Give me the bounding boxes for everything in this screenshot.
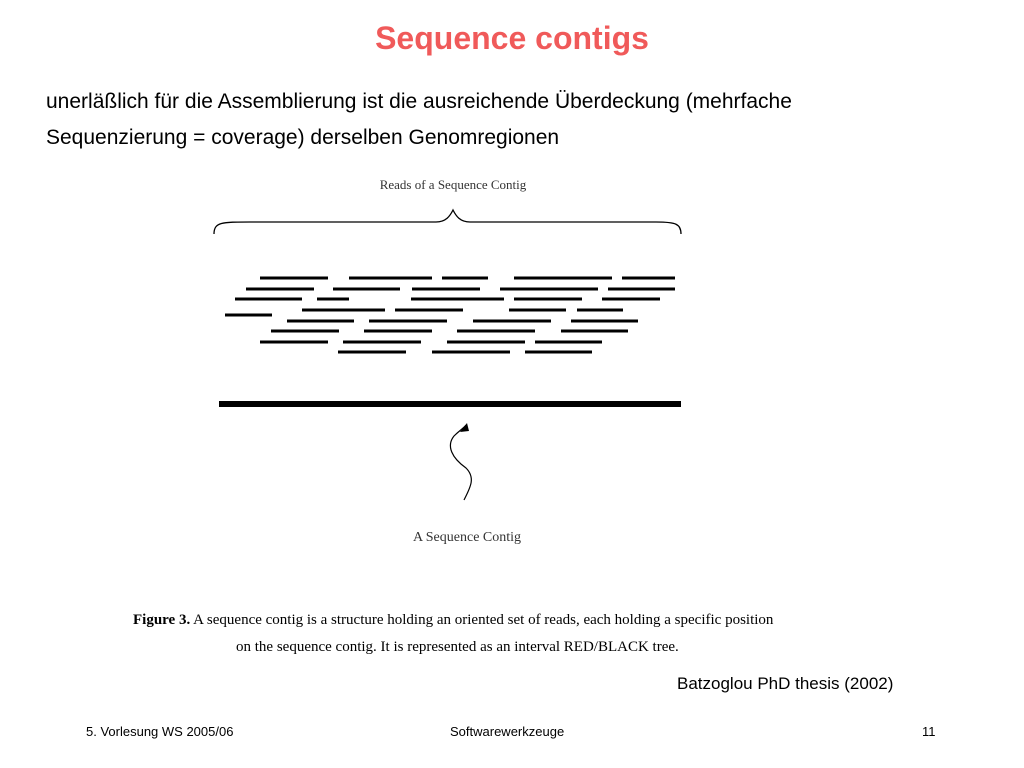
intro-line-1: unerläßlich für die Assemblierung ist die ausreichende Überdeckung (mehrfache: [46, 90, 792, 113]
footer-left: 5. Vorlesung WS 2005/06: [86, 724, 234, 739]
footer-center: Softwarewerkzeuge: [450, 724, 565, 739]
wavy-arrow: [450, 425, 471, 500]
figure-caption-line-1: [133, 612, 773, 629]
arrow-head-icon: [460, 423, 469, 432]
intro-line-2: Sequenzierung = coverage) derselben Genomregionen: [46, 126, 560, 149]
reads-group: [225, 278, 675, 352]
slide-title: Sequence contigs: [375, 20, 649, 56]
reads-label: Reads of a Sequence Contig: [379, 177, 527, 192]
citation: Batzoglou PhD thesis (2002): [677, 674, 894, 693]
figure-caption-line-2: on the sequence contig. It is represented as an interval RED/BLACK tree.: [236, 639, 679, 655]
footer-page-number: 11: [922, 724, 936, 739]
figure-caption-text-1: A sequence contig is a structure holding an oriented set of reads, each holding a specific position: [193, 612, 774, 628]
contig-label: A Sequence Contig: [412, 530, 522, 545]
figure-caption-prefix: Figure 3.: [133, 612, 191, 628]
curly-brace: [214, 210, 681, 234]
